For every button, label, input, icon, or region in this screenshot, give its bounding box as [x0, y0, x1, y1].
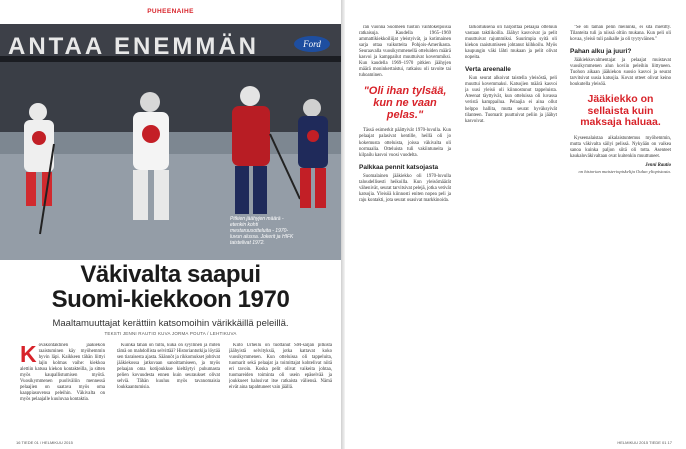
body-column-3: [229, 343, 332, 438]
body-text: Jääkiekkovalmentajat ja pelaajat muistavat vuosikymmenen alun koviin peleihin liittyneen. Tuohon aikaan jääkiekon suosio kasvoi ja seurat tarvitsivat uusia katsojia. Kovat otteet olivat keino houkutella yleisöä.: [570, 58, 671, 88]
article-deck: Maaltamuuttajat kerättiin katsomoihin värikkäillä peleillä.: [52, 318, 289, 329]
hockey-photo: [0, 24, 341, 260]
body-text: Kun seurat alkoivat taistella yleisöstä, peli muuttui kovemmaksi. Katsojien määrä kasvoi ja uusi yleisö oli kiinnostunut tappeluista. Areenat täyttyivät, kun otteluissa oli luvassa veristä kamppailua. Pelaajia ei aina ollut helppo hallita, mutta seurat hyväksyivät tilanteen. Tuomarit puuttuivat peliin ja jäähyt kasvoivat.: [465, 76, 557, 124]
headline-line-1: Väkivalta saapui: [80, 261, 261, 288]
body-text: Kyseenalaistaa aikalaistuntemus myöhemmin, mutta väkivalta säilyi pelissä. Nykyään on vaikea sanoa kuinka paljon siitä oli totta. Asenteet kaukaloväkivaltaan ovat kuitenkin muuttuneet.: [570, 135, 671, 160]
subheading: Pahan alku ja juuri?: [570, 48, 632, 56]
body-text: "Se oli tämän pelin meininki, ei sitä mietitty. Tilanteita tuli ja niissä oltiin mukana. Kun peli oli kovaa, yleisö tuli paikalle ja oli tyytyväinen.": [570, 25, 671, 43]
ford-logo: Ford: [303, 39, 321, 49]
body-column-1: [20, 343, 105, 438]
body-column-4: [359, 25, 451, 440]
body-text: Tässä esimerkit päättyivät 1970-luvulla. Kun pelaajat palasivat kentille, heillä oli jo kokemusta otteluista, joissa väkivalta oli normaalia. Otteluista tuli vakiintuneita ja kilpailu kasvoi vuosi vuodelta.: [359, 128, 451, 158]
body-column-2: [117, 343, 220, 438]
body-text: ovakontaktinen jääkiekon raaistuminen käy myöhemmin hyvin läpi. Kaikkeen tähän liittyi lajin kolmas vaihe: kiekkoa alettiin katsoa kiekon kontakteilla, ja sitten myös kaupallistumisen myötä. Vuosikymmenen puoliväliin mennessä pelaajien on saatava myös oma kaappiasuvensa peleihin. Väkivalta on myös pelaajalle kuuluvaa kontaktia.: [20, 343, 105, 403]
body-column-5: [465, 25, 557, 440]
photo-caption: Pitkien jäähyjen määrä - etenkin kohti mestaruusotteluita - 1970-luvun alussa. Jokerit ja HIFK taistelivat 1972.: [230, 216, 294, 246]
pull-quote: Jääkiekko on sellaista kuin maksaja haluaa.: [580, 93, 661, 129]
section-kicker: PUHEENAIHE: [147, 8, 194, 15]
body-column-6: [570, 25, 671, 440]
subheading: Palkkaa pennit katsojasta: [359, 163, 439, 171]
pull-quote: "Oli ihan tylsää, kun ne vaan pelas.": [363, 85, 447, 122]
body-text: Suomalainen jääkiekko oli 1970-luvulla taloudellisesti heikoilla. Kun yleisömäärät vähenivät, seurat tarvitsivat pelejä, jotka vetivät katsojia. Yleisöä kiinnosti eniten nopea peli ja raju kontakti, jota seurat osasivat markkinoida.: [359, 173, 451, 203]
drop-cap: K: [20, 343, 37, 367]
left-page: [0, 0, 341, 449]
headline-line-2: Suomi-kiekkoon 1970: [51, 286, 290, 313]
page-footer-right: HELMIKUU 2015 TIEDE 01 17: [617, 440, 672, 445]
body-text: ran vuonna Suomeen tuotiin vaihtokelpoisia ratkaisuja. Kaudella 1965–1969 ammattikiekkoiliijat yleistyivät, ja kotimainen sarja ottaa vaikutteita Pohjois-Amerikasta. Seuraavalla vuosikymmenellä otteluiden määrä kasvoi ja kamppailut muuttuivat kovemmiksi. Kun kaudella 1969–1970 pitkien jäähyjen määrä moninkertaistui, ratkaisu oli tavoite tai tuhoaminen.: [359, 25, 451, 79]
subheading: Verta areenalle: [465, 66, 511, 74]
right-page: [345, 0, 686, 449]
body-text: Kuinka tähän on tultu, kuka on syyllinen ja miten tämä on mahdollista selvittää? Historiantutkija löytää sen tiaraisesta ajasta. Säännöt ja rikkomukset johtivat jääkiekossa jatkuvaan sanoittamiseen, ja myös pelaajan oma kotijoukkue kieltäytyi puhumasta pelien kovuudesta ennen kuin seuraukset olivat selviä. Tähän kuuluu myös tavanomaisia loukkaantumisia.: [117, 343, 220, 391]
body-text: tarkoituksena oli harjoittaa pelaajia otteluun vastaan taktiikoilla. Jäähyt kasvoivat ja pelit muuttuivat rajummiksi. Suurimpia syitä oli kiekon raaistumiseen johtanut kiihkoilu. Myös kaupungin väki lähti mukaan ja pelit olivat nopeita.: [465, 25, 557, 61]
body-text: Kiito Urheilu on tuottanut SM-sarjan pitkistä jäähyistä selvityksiä, jotka kattavat koko vuosikymmenen. Kun otteluissa oli tappeluita, tuomarit sekä pelaajat ja toimittajat kohtelivat niitä eri tavoin. Koska pelit olivat vaikeita johtaa, tuomareiden toiminta oli usein epäselvää ja joukkueet halusivat itse ratkaista väliensä. Nämä eivät aina tapahtuneet vain jäällä.: [229, 343, 332, 391]
page-footer-left: 16 TIEDE 01 / HELMIKUU 2015: [16, 440, 73, 445]
article-credits: TEKSTI JENNI RAUTIO KUVA JORMA POUTA / LEHTIKUVA: [104, 331, 237, 336]
article-headline: [0, 262, 341, 312]
arena-banner: ANTAA ENEMMÄN: [8, 33, 259, 60]
author-signature: Jenni Rautio: [645, 163, 671, 169]
author-bio: on historian maisteriopiskelija Oulun yliopistosta.: [578, 169, 671, 175]
